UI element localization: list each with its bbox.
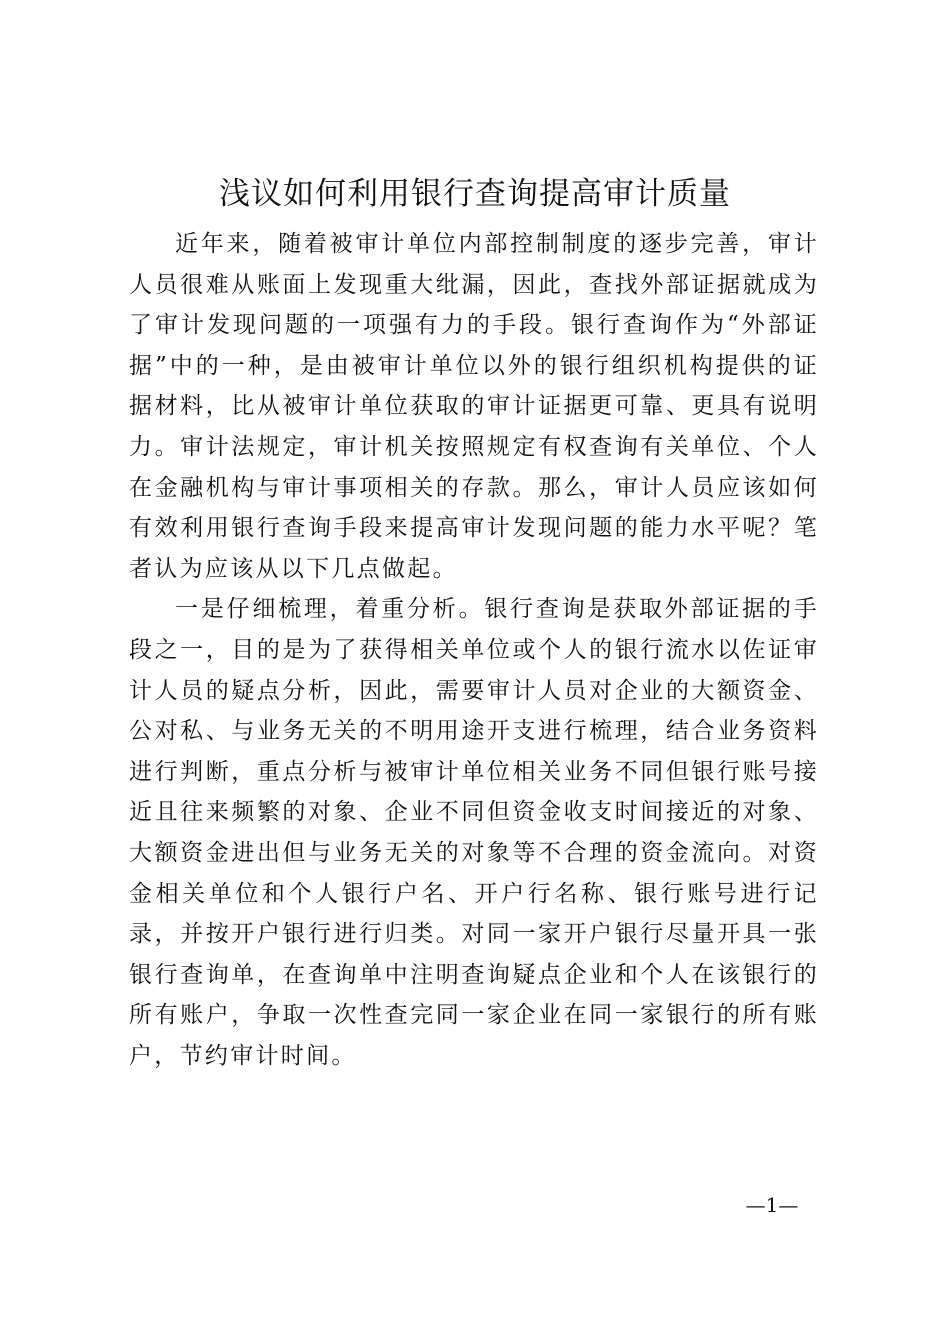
document-body [129,224,819,1076]
paragraph-point-one: 一是仔细梳理，着重分析。银行查询是获取外部证据的手段之一，目的是为了获得相关单位或个人的银行流水以佐证审计人员的疑点分析，因此，需要审计人员对企业的大额资金、公对私、与业务无关的不明用途开支进行梳理，结合业务资料进行判断，重点分析与被审计单位相关业务不同但银行账号接近且往来频繁的对象、企业不同但资金收支时间接近的对象、大额资金进出但与业务无关的对象等不合理的资金流向。对资金相关单位和个人银行户名、开户行名称、银行账号进行记录，并按开户银行进行归类。对同一家开户银行尽量开具一张银行查询单，在查询单中注明查询疑点企业和个人在该银行的所有账户，争取一次性查完同一家企业在同一家银行的所有账户，节约审计时间。 [129,596,819,1069]
paragraph-intro: 近年来，随着被审计单位内部控制制度的逐步完善，审计人员很难从账面上发现重大纰漏，因此，查找外部证据就成为了审计发现问题的一项强有力的手段。银行查询作为“外部证据”中的一种，是由被审计单位以外的银行组织机构提供的证据材料，比从被审计单位获取的审计证据更可靠、更具有说明力。审计法规定，审计机关按照规定有权查询有关单位、个人在金融机构与审计事项相关的存款。那么，审计人员应该如何有效利用银行查询手段来提高审计发现问题的能力水平呢？笔者认为应该从以下几点做起。 [129,231,819,582]
document-title: 浅议如何利用银行查询提高审计质量 [219,176,731,212]
page-number: —1— [745,1193,799,1217]
